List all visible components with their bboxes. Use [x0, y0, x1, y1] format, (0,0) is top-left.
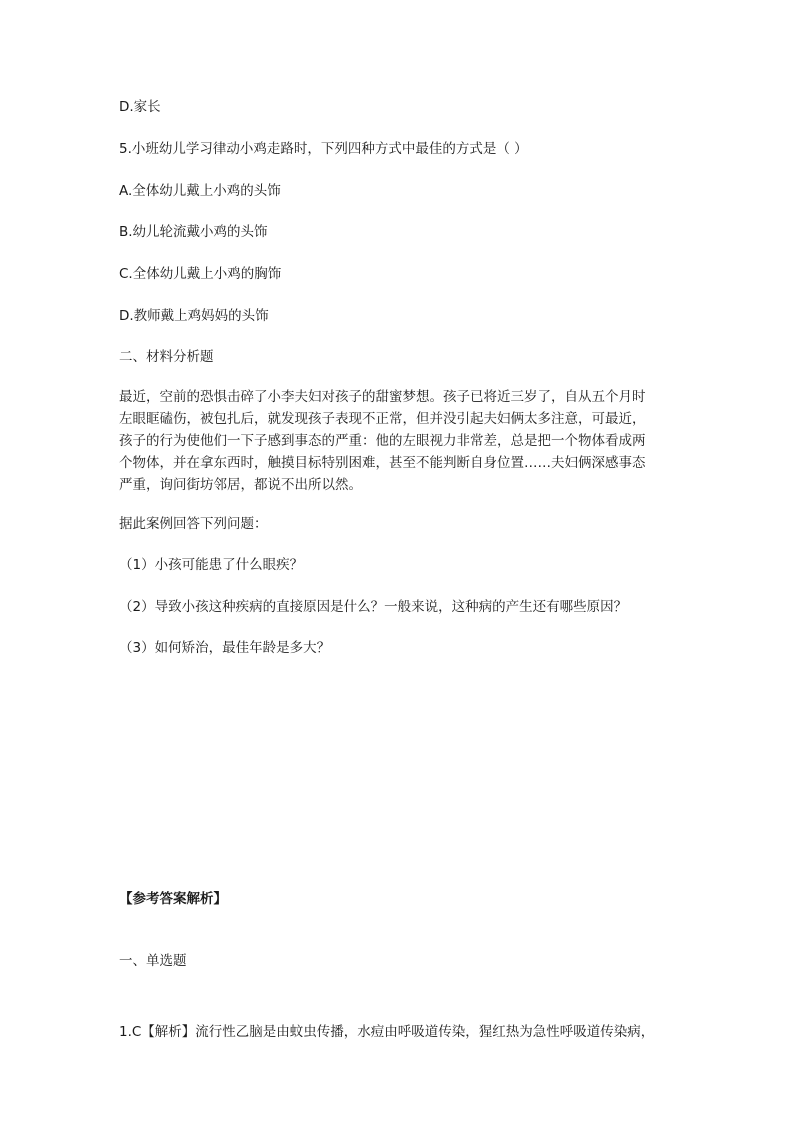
material-line: 左眼眶磕伤，被包扎后，就发现孩子表现不正常，但并没引起夫妇俩太多注意，可最近，	[119, 411, 646, 427]
answer-1: 1.C【解析】流行性乙脑是由蚊虫传播，水痘由呼吸道传染，猩红热为急性呼吸道传染病，	[119, 1024, 655, 1040]
q5-option-b: B.幼儿轮流戴小鸡的头饰	[119, 224, 268, 240]
material-paragraph	[119, 386, 679, 496]
case-prompt: 据此案例回答下列问题：	[119, 516, 268, 532]
material-line: 最近，空前的恐惧击碎了小李夫妇对孩子的甜蜜梦想。孩子已将近三岁了，自从五个月时	[119, 389, 646, 405]
material-line: 个物体，并在拿东西时，触摸目标特别困难，甚至不能判断自身位置……夫妇俩深感事态	[119, 455, 646, 471]
q5-option-c: C.全体幼儿戴上小鸡的胸饰	[119, 266, 282, 282]
q5-option-a: A.全体幼儿戴上小鸡的头饰	[119, 183, 281, 199]
q5-stem: 5.小班幼儿学习律动小鸡走路时，下列四种方式中最佳的方式是（ ）	[119, 141, 528, 157]
material-line: 孩子的行为使他们一下子感到事态的严重：他的左眼视力非常差，总是把一个物体看成两	[119, 433, 646, 449]
q4-option-d: D.家长	[119, 99, 161, 115]
question-3: （3）如何矫治，最佳年龄是多大？	[119, 640, 331, 656]
section2-title: 二、材料分析题	[119, 349, 214, 365]
question-1: （1）小孩可能患了什么眼疾？	[119, 557, 304, 573]
section1-title: 一、单选题	[119, 953, 187, 969]
answer-header: 【参考答案解析】	[119, 891, 227, 907]
question-2: （2）导致小孩这种疾病的直接原因是什么？一般来说，这种病的产生还有哪些原因？	[119, 599, 628, 615]
material-line: 严重，询问街坊邻居，都说不出所以然。	[119, 477, 362, 493]
q5-option-d: D.教师戴上鸡妈妈的头饰	[119, 308, 269, 324]
